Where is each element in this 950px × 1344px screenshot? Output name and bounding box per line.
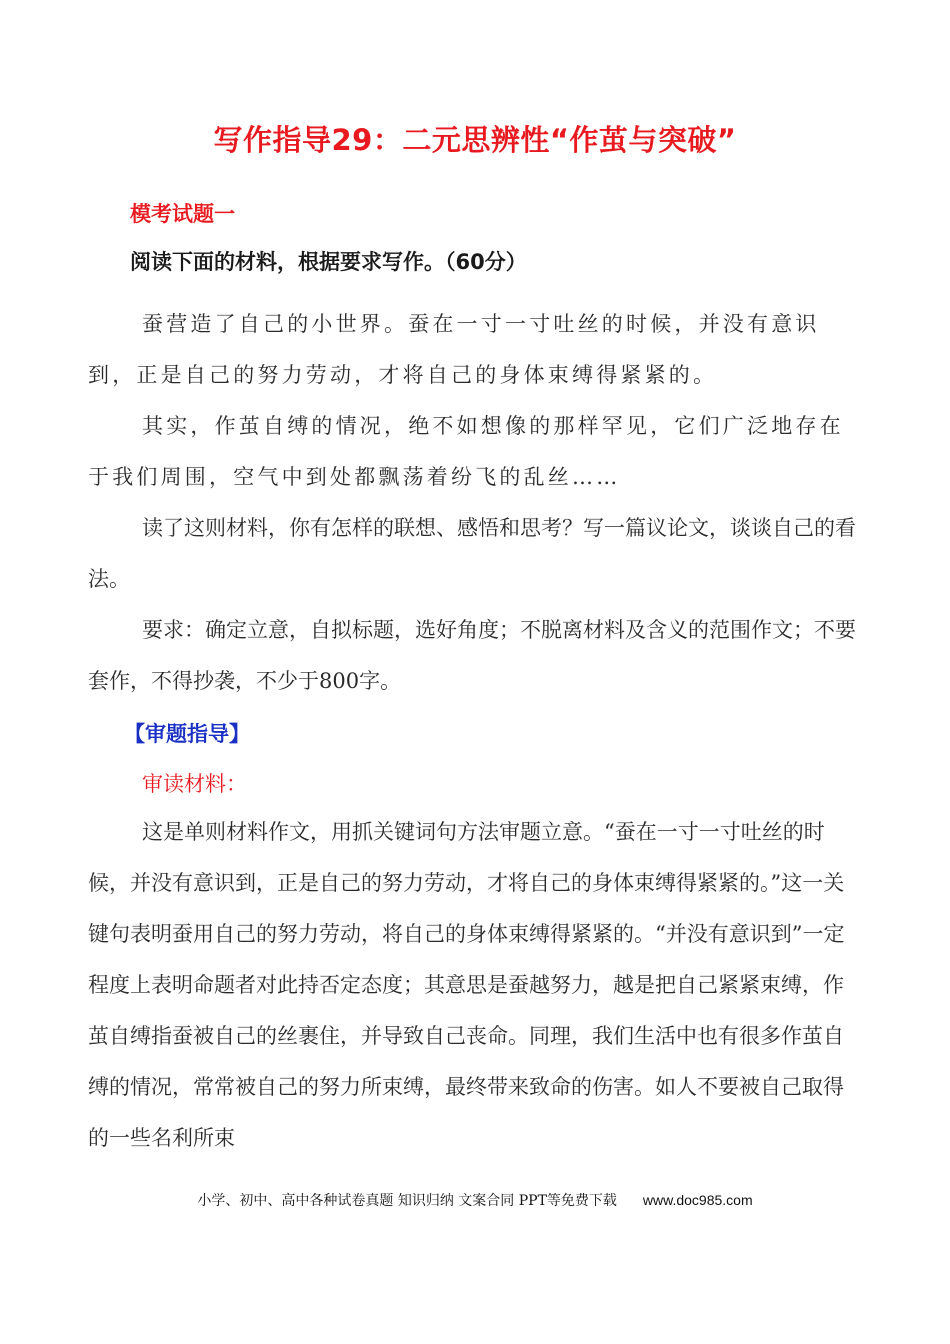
guide-body-paragraph: 这是单则材料作文，用抓关键词句方法审题立意。“蚕在一寸一寸吐丝的时候，并没有意识到，正是自己的努力劳动，才将自己的身体束缚得紧紧的。”这一关键句表明蚕用自己的努力劳动，将自己的身体束缚得紧紧的。“并没有意识到”一定程度上表明命题者对此持否定态度；其意思是蚕越努力，越是把自己紧紧束缚，作茧自缚指蚕被自己的丝裹住，并导致自己丧命。同理，我们生活中也有很多作茧自缚的情况，常常被自己的努力所束缚，最终带来致命的伤害。如人不要被自己取得的一些名利所束 [88,820,845,1150]
page-footer [0,1190,950,1210]
material-paragraph-2: 其实，作茧自缚的情况，绝不如想像的那样罕见，它们广泛地存在于我们周围，空气中到处都飘荡着纷飞的乱丝…… [88,414,844,489]
footer-site-link[interactable]: www.doc985.com [642,1192,753,1208]
page-title: 写作指导29：二元思辨性“作茧与突破” [213,123,737,157]
footer-text: 小学、初中、高中各种试卷真题 知识归纳 文案合同 PPT等免费下载 [197,1193,617,1209]
guide-heading: 【审题指导】 [124,722,250,746]
instruction-text: 阅读下面的材料，根据要求写作。（60分） [130,250,527,274]
material-paragraph-3: 读了这则材料，你有怎样的联想、感悟和思考？写一篇议论文，谈谈自己的看法。 [88,516,856,591]
material-paragraph-1: 蚕营造了自己的小世界。蚕在一寸一寸吐丝的时候，并没有意识到，正是自己的努力劳动，才将自己的身体束缚得紧紧的。 [88,312,820,387]
requirements-paragraph: 要求：确定立意，自拟标题，选好角度；不脱离材料及含义的范围作文；不要套作，不得抄袭，不少于800字。 [88,618,856,693]
section-heading: 模考试题一 [130,202,235,226]
guide-subheading: 审读材料： [142,772,247,796]
